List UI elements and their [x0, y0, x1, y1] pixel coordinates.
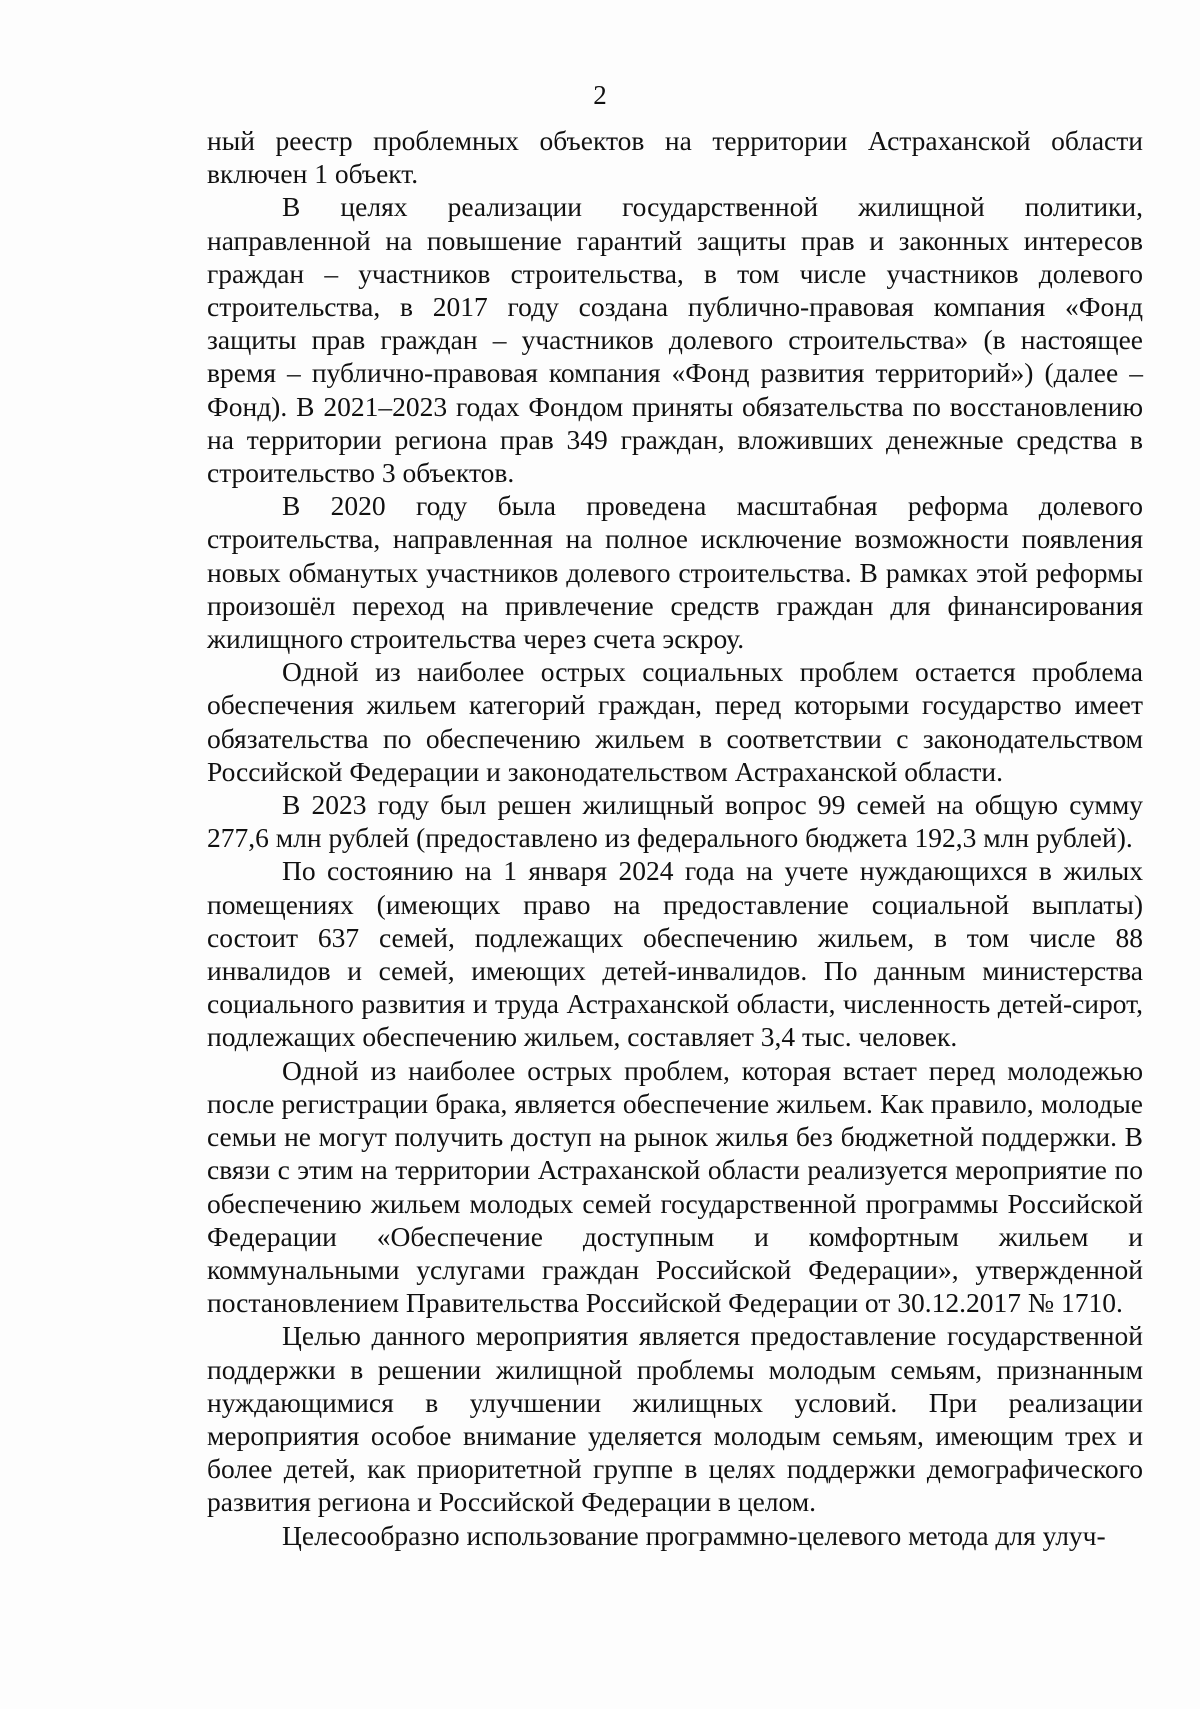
paragraph-waiting-list: По состоянию на 1 января 2024 года на учете нуждающихся в жилых помещениях (имеющих право на предоставление социальной выплаты) состоит 637 семей, подлежащих обеспечению жильем, в том числе 88 инвалидов и семей, имеющих детей-инвалидов. По данным министерства социального развития и труда Астраханской области, численность детей-сирот, подлежащих обеспечению жильем, составляет 3,4 тыс. человек.	[207, 855, 1143, 1053]
paragraph-social-problem: Одной из наиболее острых социальных проблем остается проблема обеспечения жильем категорий граждан, перед которыми государство имеет обязательства по обеспечению жильем в соответствии с законодательством Российской Федерации и законодательством Астраханской области.	[207, 656, 1143, 787]
paragraph-2023-results: В 2023 году был решен жилищный вопрос 99 семей на общую сумму 277,6 млн рублей (предоставлено из федерального бюджета 192,3 млн рублей).	[207, 789, 1143, 854]
paragraph-program-goal: Целью данного мероприятия является предоставление государственной поддержки в решении жилищной проблемы молодым семьям, признанным нуждающимися в улучшении жилищных условий. При реализации мероприятия особое внимание уделяется молодым семьям, имеющим трех и более детей, как приоритетной группе в целях поддержки демографического развития региона и Российской Федерации в целом.	[207, 1320, 1143, 1518]
document-body	[207, 124, 1143, 1552]
paragraph-young-families: Одной из наиболее острых проблем, которая встает перед молодежью после регистрации брака, является обеспечение жильем. Как правило, молодые семьи не могут получить доступ на рынок жилья без бюджетной поддержки. В связи с этим на территории Астраханской области реализуется мероприятие по обеспечению жильем молодых семей государственной программы Российской Федерации «Обеспечение доступным и комфортным жильем и коммунальными услугами граждан Российской Федерации», утвержденной постановлением Правительства Российской Федерации от 30.12.2017 № 1710.	[207, 1054, 1143, 1319]
page-number: 2	[593, 80, 607, 110]
paragraph-continuation: ный реестр проблемных объектов на территории Астраханской области включен 1 объект.	[207, 125, 1143, 190]
paragraph-housing-policy-fund: В целях реализации государственной жилищной политики, направленной на повышение гарантий защиты прав и законных интересов граждан – участников строительства, в том числе участников долевого строительства, в 2017 году создана публично-правовая компания «Фонд защиты прав граждан – участников долевого строительства» (в настоящее время – публично-правовая компания «Фонд развития территорий») (далее – Фонд). В 2021–2023 годах Фондом приняты обязательства по восстановлению на территории региона прав 349 граждан, вложивших денежные средства в строительство 3 объектов.	[207, 191, 1143, 489]
paragraph-program-method: Целесообразно использование программно-целевого метода для улуч-	[282, 1519, 1106, 1551]
paragraph-2020-reform: В 2020 году была проведена масштабная реформа долевого строительства, направленная на полное исключение возможности появления новых обманутых участников долевого строительства. В рамках этой реформы произошёл переход на привлечение средств граждан для финансирования жилищного строительства через счета эскроу.	[207, 490, 1143, 655]
